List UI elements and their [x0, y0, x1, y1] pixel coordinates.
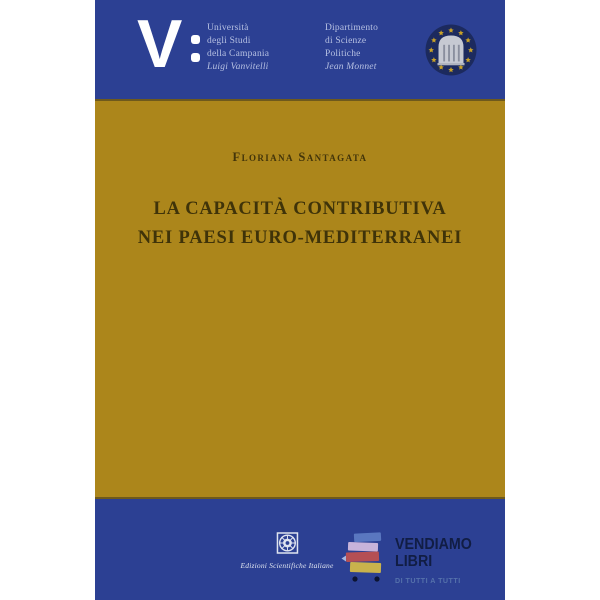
book-cart-icon	[341, 530, 389, 588]
university-line: della Campania	[207, 49, 270, 59]
author-name: Floriana Santagata	[232, 150, 368, 164]
header-band	[95, 0, 505, 99]
university-line: Università	[207, 23, 249, 33]
publisher-block	[240, 529, 333, 570]
department-line: Jean Monnet	[325, 62, 377, 72]
department-line: Politiche	[325, 49, 361, 59]
colon-dots-icon	[191, 35, 200, 62]
book-cover	[95, 0, 505, 600]
colon-dot-bottom	[191, 53, 200, 62]
colon-dot-top	[191, 35, 200, 44]
department-name	[325, 22, 378, 74]
book-title	[95, 195, 505, 253]
vendor-name	[395, 536, 472, 570]
v-letter: V	[137, 6, 183, 82]
publisher-name: Edizioni Scientifiche Italiane	[240, 561, 334, 570]
department-line: di Scienze	[325, 36, 367, 46]
department-line: Dipartimento	[325, 23, 379, 33]
vendor-name-line-2: LIBRI	[395, 553, 433, 570]
book-title-line-1: LA CAPACITÀ CONTRIBUTIVA	[153, 199, 447, 219]
university-v-logo	[137, 6, 183, 82]
vendor-tagline: DI TUTTI A TUTTI	[395, 576, 461, 585]
university-line: Luigi Vanvitelli	[207, 62, 269, 72]
university-line: degli Studi	[207, 36, 251, 46]
vendor-name-line-1: VENDIAMO	[395, 536, 472, 553]
book-title-line-2: NEI PAESI EURO-MEDITERRANEI	[137, 228, 463, 248]
department-seal-icon	[425, 24, 477, 76]
esi-rosette-icon	[274, 529, 300, 558]
university-name	[207, 22, 269, 74]
